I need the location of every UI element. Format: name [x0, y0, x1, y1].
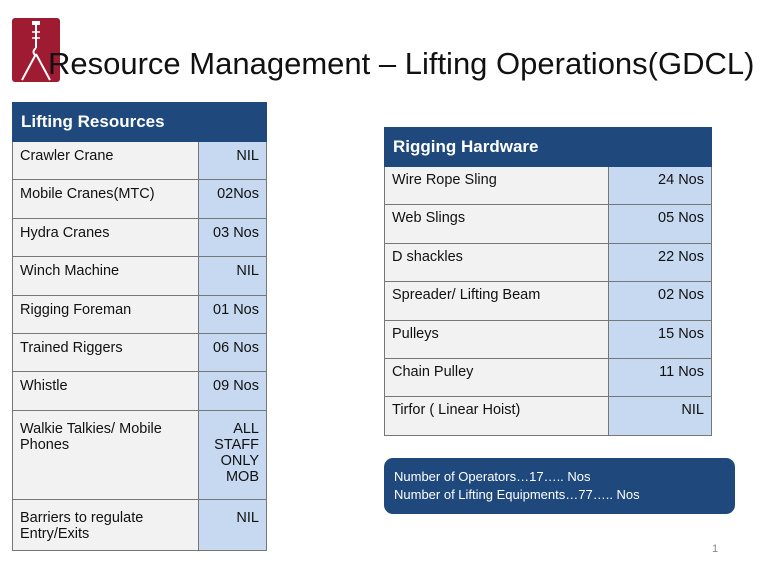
- table-row: [13, 180, 267, 218]
- lifting-resources-header: Lifting Resources: [13, 103, 267, 142]
- row-label: Hydra Cranes: [13, 218, 199, 256]
- table-row: [385, 397, 712, 435]
- row-label: Rigging Foreman: [13, 295, 199, 333]
- row-value: 06 Nos: [199, 333, 267, 371]
- summary-box: [384, 458, 735, 514]
- row-label: D shackles: [385, 243, 609, 281]
- table-row: [13, 295, 267, 333]
- row-value: 02 Nos: [609, 282, 712, 320]
- lifting-resources-table: [12, 102, 267, 551]
- lifting-equipments-count: Number of Lifting Equipments…77….. Nos: [394, 487, 640, 502]
- row-value: NIL: [199, 142, 267, 180]
- table-row: [13, 333, 267, 371]
- row-label: Trained Riggers: [13, 333, 199, 371]
- row-value: NIL: [199, 499, 267, 550]
- row-value: 22 Nos: [609, 243, 712, 281]
- row-label: Walkie Talkies/ Mobile Phones: [13, 410, 199, 499]
- table-row: [385, 205, 712, 243]
- table-row: [13, 410, 267, 499]
- row-value: 24 Nos: [609, 167, 712, 205]
- rigging-hardware-table: [384, 127, 712, 436]
- page-title: Resource Management – Lifting Operations(GDCL): [48, 46, 755, 81]
- row-label: Mobile Cranes(MTC): [13, 180, 199, 218]
- rigging-hardware-header: Rigging Hardware: [385, 128, 712, 167]
- row-label: Tirfor ( Linear Hoist): [385, 397, 609, 435]
- row-value: ALL STAFF ONLY MOB: [199, 410, 267, 499]
- row-label: Pulleys: [385, 320, 609, 358]
- row-label: Winch Machine: [13, 257, 199, 295]
- page-number: 1: [712, 543, 719, 555]
- row-value: 01 Nos: [199, 295, 267, 333]
- row-value: 02Nos: [199, 180, 267, 218]
- table-row: [385, 243, 712, 281]
- table-row: [13, 218, 267, 256]
- row-value: 03 Nos: [199, 218, 267, 256]
- row-value: 09 Nos: [199, 372, 267, 410]
- table-row: [385, 320, 712, 358]
- row-label: Web Slings: [385, 205, 609, 243]
- row-label: Spreader/ Lifting Beam: [385, 282, 609, 320]
- table-row: [385, 167, 712, 205]
- row-label: Wire Rope Sling: [385, 167, 609, 205]
- table-row: [13, 257, 267, 295]
- row-label: Chain Pulley: [385, 358, 609, 396]
- table-row: [13, 142, 267, 180]
- row-label: Crawler Crane: [13, 142, 199, 180]
- row-value: NIL: [199, 257, 267, 295]
- row-label: Barriers to regulate Entry/Exits: [13, 499, 199, 550]
- table-row: [385, 358, 712, 396]
- row-value: NIL: [609, 397, 712, 435]
- operators-count: Number of Operators…17….. Nos: [394, 469, 591, 484]
- table-row: [13, 372, 267, 410]
- row-value: 05 Nos: [609, 205, 712, 243]
- table-row: [13, 499, 267, 550]
- table-row: [385, 282, 712, 320]
- row-value: 15 Nos: [609, 320, 712, 358]
- row-value: 11 Nos: [609, 358, 712, 396]
- row-label: Whistle: [13, 372, 199, 410]
